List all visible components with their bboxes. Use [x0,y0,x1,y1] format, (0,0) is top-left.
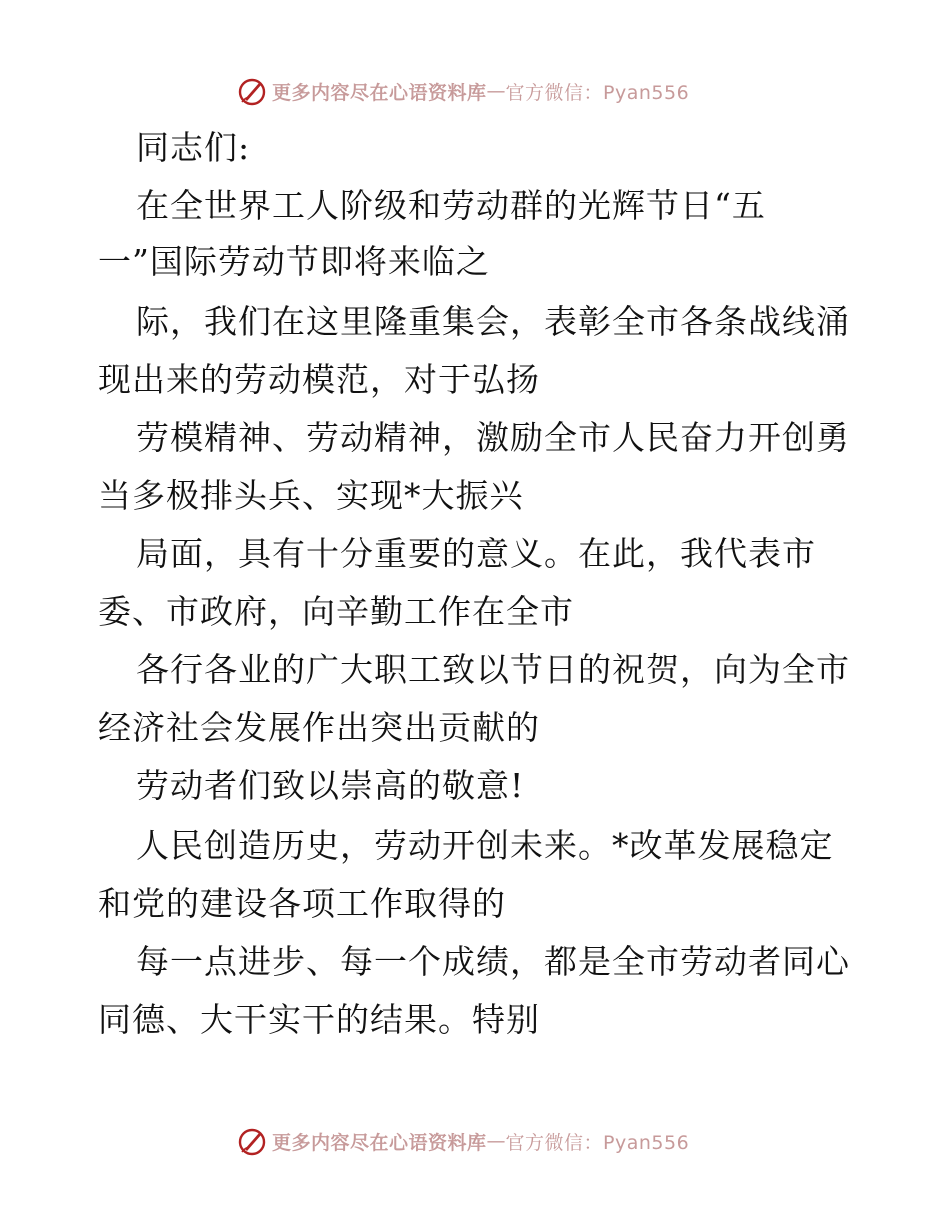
text-line: 现出来的劳动模范，对于弘扬 [98,360,540,399]
text-line: 当多极排头兵、实现*大振兴 [98,476,524,515]
quill-logo-icon [236,75,268,107]
text-line: 局面，具有十分重要的意义。在此，我代表市 [136,534,816,573]
watermark-contact: 官方微信：Pyan556 [505,81,690,104]
header-watermark [236,74,689,108]
quill-logo-icon [236,1125,268,1157]
watermark-dash: — [486,1130,506,1152]
text-line: 委、市政府，向辛勤工作在全市 [98,592,574,631]
watermark-contact: 官方微信：Pyan556 [505,1131,690,1154]
text-line: 各行各业的广大职工致以节日的祝贺，向为全市 [136,650,850,689]
text-line: 一”国际劳动节即将来临之 [98,242,490,281]
text-line: 际，我们在这里隆重集会，表彰全市各条战线涌 [136,302,850,341]
watermark-brand: 更多内容尽在心语资料库 [272,1131,487,1154]
watermark-brand: 更多内容尽在心语资料库 [272,81,487,104]
text-line: 劳模精神、劳动精神，激励全市人民奋力开创勇 [136,418,850,457]
text-line: 劳动者们致以崇高的敬意! [136,766,525,805]
text-line: 同德、大干实干的结果。特别 [98,1000,540,1039]
text-line: 经济社会发展作出突出贡献的 [98,708,540,747]
footer-watermark [236,1124,689,1158]
text-line: 同志们: [136,128,251,167]
watermark-dash: — [486,80,506,102]
text-line: 和党的建设各项工作取得的 [98,884,506,923]
text-line: 每一点进步、每一个成绩，都是全市劳动者同心 [136,942,850,981]
text-line: 在全世界工人阶级和劳动群的光辉节日“五 [136,186,766,225]
text-line: 人民创造历史，劳动开创未来。*改革发展稳定 [136,826,834,865]
